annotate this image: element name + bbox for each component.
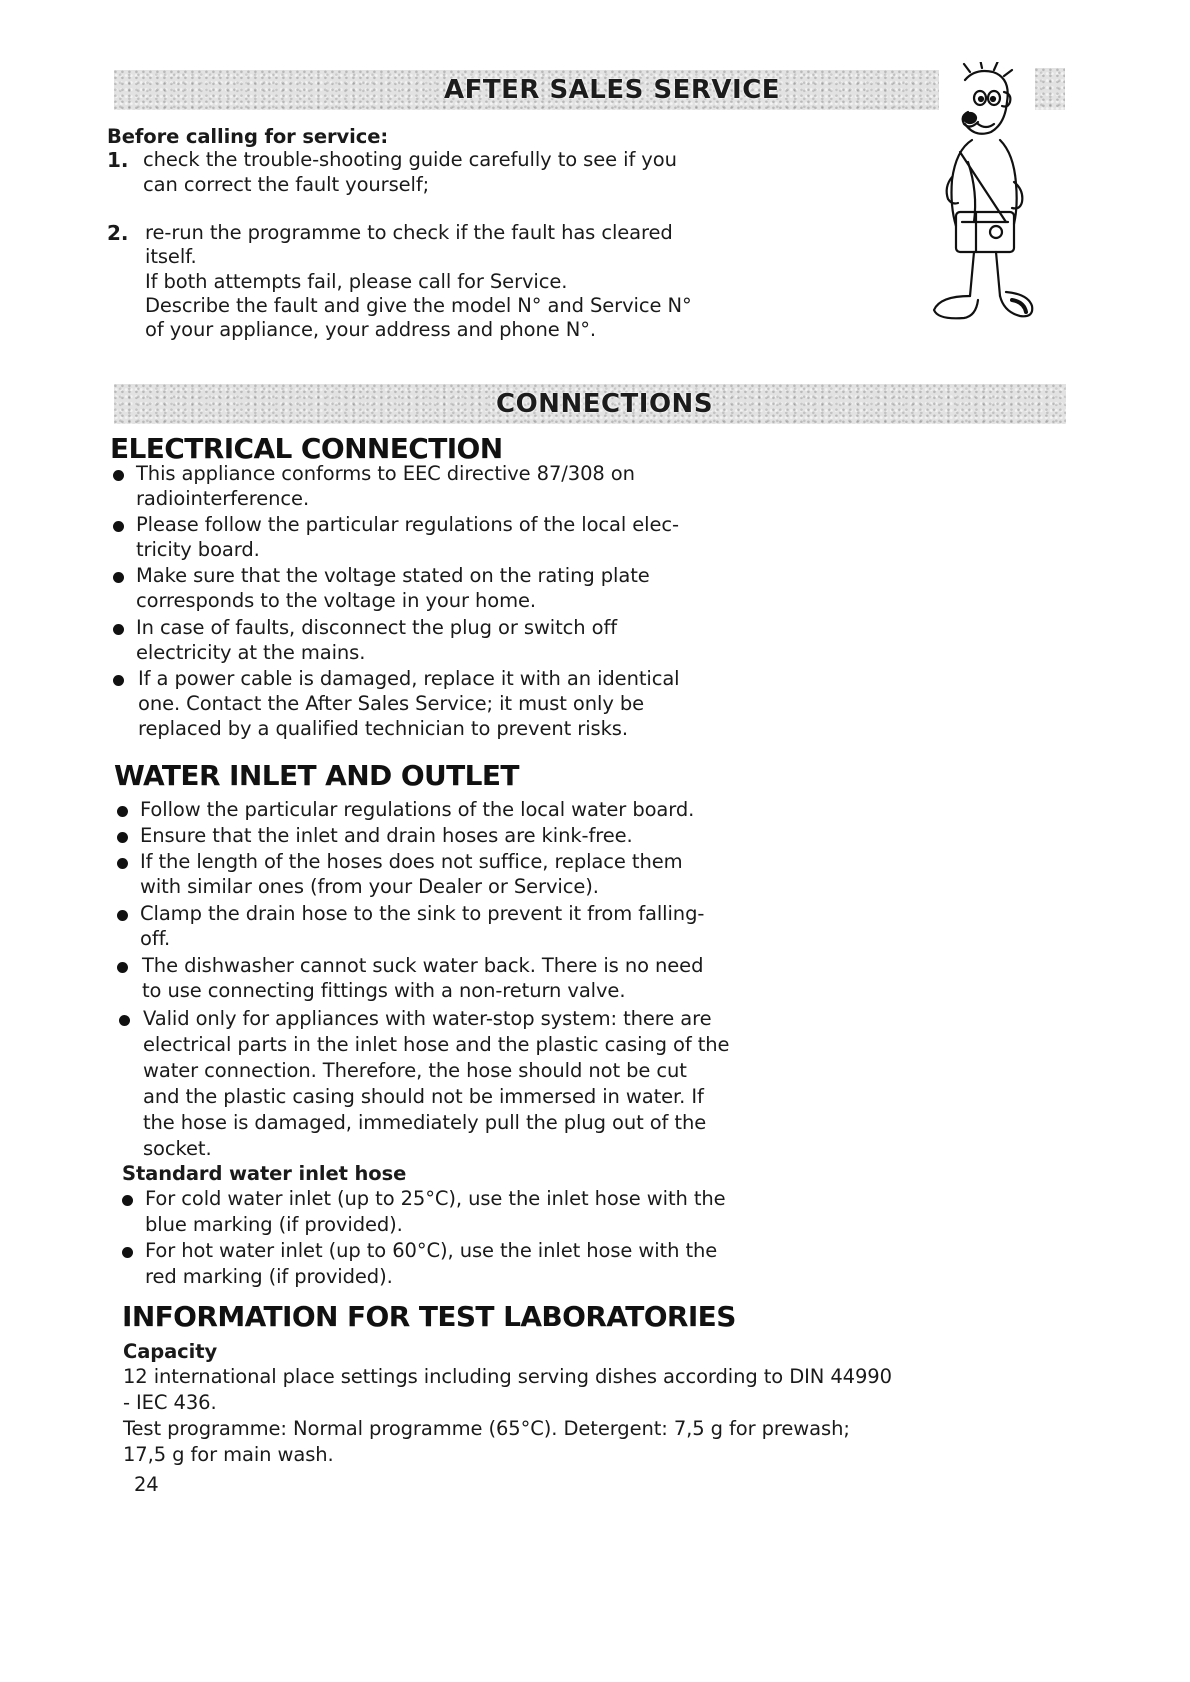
water-inlet-outlet-heading: WATER INLET AND OUTLET [114,759,519,792]
test-laboratories-heading: INFORMATION FOR TEST LABORATORIES [122,1300,736,1333]
step-1-line-2: can correct the fault yourself; [143,173,430,196]
step-2-line-1: re-run the programme to check if the fault has cleared [145,221,673,244]
bullet [113,572,124,583]
electrical-item-1-line-2: radiointerference. [136,487,310,510]
water-item-4-line-1: Clamp the drain hose to the sink to prevent it from falling- [140,902,705,925]
capacity-line-4: 17,5 g for main wash. [123,1443,334,1466]
water-item-6-line-6: socket. [143,1137,212,1160]
bullet [113,624,124,635]
water-item-2-line-1: Ensure that the inlet and drain hoses are kink-free. [140,824,633,847]
capacity-line-1: 12 international place settings including serving dishes according to DIN 44990 [123,1365,892,1388]
water-item-6-line-5: the hose is damaged, immediately pull the plug out of the [143,1111,707,1134]
step-2-line-5: of your appliance, your address and phone N°. [145,318,596,341]
page-number: 24 [134,1473,159,1496]
water-item-5-line-1: The dishwasher cannot suck water back. There is no need [142,954,704,977]
step-number: 2. [107,221,129,245]
after-sales-service-title: AFTER SALES SERVICE [444,75,781,105]
bullet [113,675,124,686]
capacity-line-3: Test programme: Normal programme (65°C). Detergent: 7,5 g for prewash; [123,1417,850,1440]
electrical-item-3-line-1: Make sure that the voltage stated on the rating plate [136,564,650,587]
step-2-line-4: Describe the fault and give the model N° and Service N° [145,294,692,317]
step-number: 1. [107,148,129,172]
water-item-3-line-1: If the length of the hoses does not suffice, replace them [140,850,683,873]
bullet [117,910,128,921]
bullet [117,962,128,973]
electrical-item-5-line-3: replaced by a qualified technician to prevent risks. [138,717,628,740]
water-item-5-line-2: to use connecting fittings with a non-return valve. [142,979,626,1002]
electrical-item-2-line-2: tricity board. [136,538,260,561]
hose-item-2-line-2: red marking (if provided). [145,1265,393,1288]
water-item-6-line-4: and the plastic casing should not be immersed in water. If [143,1085,704,1108]
step-1-line-1: check the trouble-shooting guide carefully to see if you [143,148,677,171]
hose-item-1-line-2: blue marking (if provided). [145,1213,403,1236]
capacity-line-2: - IEC 436. [123,1391,217,1414]
electrical-item-4-line-1: In case of faults, disconnect the plug or switch off [136,616,617,639]
bullet [122,1247,133,1258]
electrical-item-3-line-2: corresponds to the voltage in your home. [136,589,537,612]
electrical-item-1-line-1: This appliance conforms to EEC directive 87/308 on [136,462,635,485]
bullet [119,1015,130,1026]
electrical-item-5-line-2: one. Contact the After Sales Service; it must only be [138,692,645,715]
banner-fragment [1035,68,1065,110]
electrical-item-5-line-1: If a power cable is damaged, replace it with an identical [138,667,680,690]
step-2-line-2: itself. [145,245,197,268]
hose-item-2-line-1: For hot water inlet (up to 60°C), use the inlet hose with the [145,1239,718,1262]
standard-hose-subheading: Standard water inlet hose [122,1162,407,1185]
water-item-1-line-1: Follow the particular regulations of the local water board. [140,798,695,821]
capacity-subheading: Capacity [123,1340,218,1363]
bullet [117,832,128,843]
water-item-6-line-2: electrical parts in the inlet hose and the plastic casing of the [143,1033,730,1056]
bullet [117,858,128,869]
bullet [117,806,128,817]
bullet [113,470,124,481]
before-calling-heading: Before calling for service: [107,125,389,148]
water-item-6-line-3: water connection. Therefore, the hose should not be cut [143,1059,687,1082]
bullet [122,1195,133,1206]
water-item-6-line-1: Valid only for appliances with water-stop system: there are [143,1007,712,1030]
connections-banner [114,384,1066,424]
service-technician-illustration [930,62,1035,332]
electrical-item-4-line-2: electricity at the mains. [136,641,366,664]
after-sales-service-banner [114,70,939,110]
connections-title: CONNECTIONS [496,389,714,419]
electrical-item-2-line-1: Please follow the particular regulations of the local elec- [136,513,679,536]
water-item-3-line-2: with similar ones (from your Dealer or Service). [140,875,599,898]
bullet [113,521,124,532]
electrical-connection-heading: ELECTRICAL CONNECTION [110,432,503,465]
hose-item-1-line-1: For cold water inlet (up to 25°C), use the inlet hose with the [145,1187,726,1210]
water-item-4-line-2: off. [140,927,171,950]
step-2-line-3: If both attempts fail, please call for Service. [145,270,568,293]
